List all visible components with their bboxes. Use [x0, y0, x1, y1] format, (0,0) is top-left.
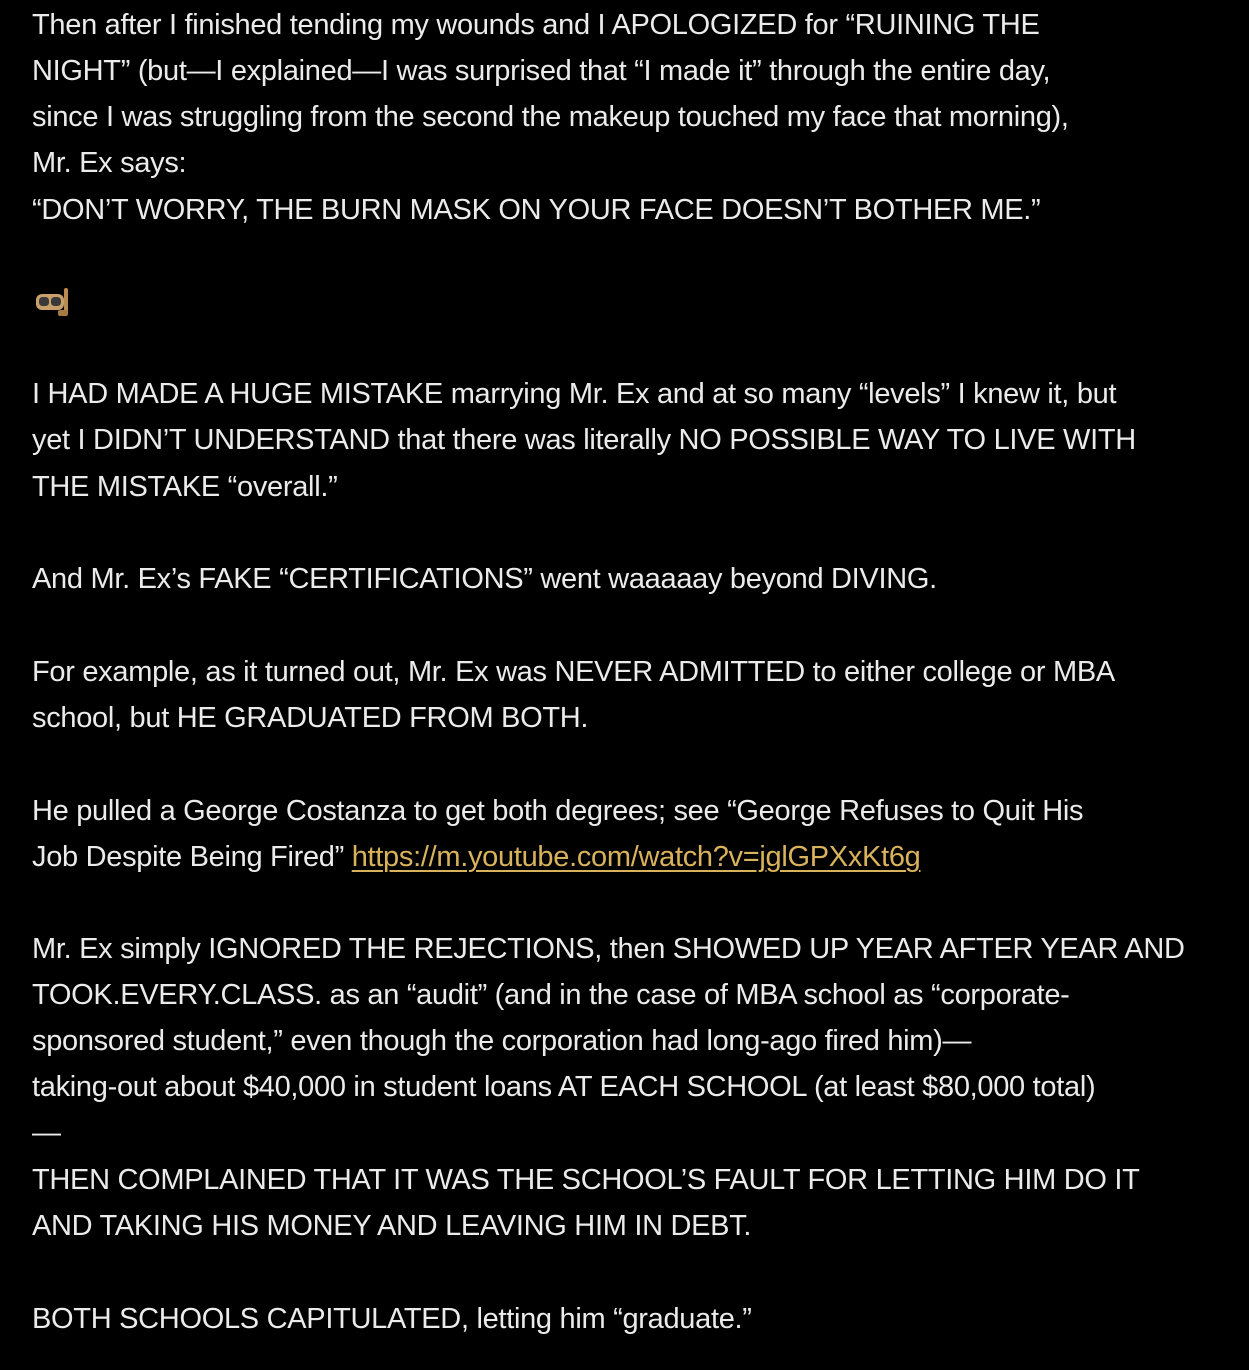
paragraph-7-line-1: THEN COMPLAINED THAT IT WAS THE SCHOOL’S FAULT FOR LETTING HIM DO IT	[32, 1164, 1140, 1196]
paragraph-6-line-5: —	[32, 1117, 61, 1149]
paragraph-5-line-2-text: Job Despite Being Fired”	[32, 841, 352, 873]
paragraph-6-line-3: sponsored student,” even though the corporation had long-ago fired him)—	[32, 1025, 972, 1057]
paragraph-3-line-1: And Mr. Ex’s FAKE “CERTIFICATIONS” went waaaaay beyond DIVING.	[32, 563, 937, 595]
paragraph-2-line-3: THE MISTAKE “overall.”	[32, 471, 338, 503]
paragraph-1-line-5: “DON’T WORRY, THE BURN MASK ON YOUR FACE DOESN’T BOTHER ME.”	[32, 194, 1041, 226]
paragraph-6-line-1: Mr. Ex simply IGNORED THE REJECTIONS, then SHOWED UP YEAR AFTER YEAR AND	[32, 933, 1185, 965]
paragraph-2-line-2: yet I DIDN’T UNDERSTAND that there was literally NO POSSIBLE WAY TO LIVE WITH	[32, 424, 1136, 456]
paragraph-4-line-2: school, but HE GRADUATED FROM BOTH.	[32, 702, 589, 734]
paragraph-6-line-4: taking-out about $40,000 in student loans AT EACH SCHOOL (at least $80,000 total)	[32, 1071, 1096, 1103]
diving-mask-icon	[34, 284, 70, 320]
paragraph-1-line-4: Mr. Ex says:	[32, 147, 187, 179]
paragraph-6-line-2: TOOK.EVERY.CLASS. as an “audit” (and in the case of MBA school as “corporate-	[32, 979, 1070, 1011]
paragraph-5-line-1: He pulled a George Costanza to get both degrees; see “George Refuses to Quit His	[32, 795, 1084, 827]
paragraph-2-line-1: I HAD MADE A HUGE MISTAKE marrying Mr. Ex and at so many “levels” I knew it, but	[32, 378, 1117, 410]
paragraph-8-line-1: BOTH SCHOOLS CAPITULATED, letting him “graduate.”	[32, 1303, 752, 1335]
paragraph-7-line-2: AND TAKING HIS MONEY AND LEAVING HIM IN DEBT.	[32, 1210, 752, 1242]
paragraph-5-line-2	[32, 834, 921, 880]
paragraph-1-line-3: since I was struggling from the second the makeup touched my face that morning),	[32, 101, 1069, 133]
paragraph-1-line-2: NIGHT” (but—I explained—I was surprised that “I made it” through the entire day,	[32, 55, 1051, 87]
paragraph-4-line-1: For example, as it turned out, Mr. Ex was NEVER ADMITTED to either college or MBA	[32, 656, 1115, 688]
paragraph-1-line-1: Then after I finished tending my wounds and I APOLOGIZED for “RUINING THE	[32, 9, 1040, 41]
youtube-link[interactable]: https://m.youtube.com/watch?v=jglGPXxKt6g	[351, 841, 921, 873]
